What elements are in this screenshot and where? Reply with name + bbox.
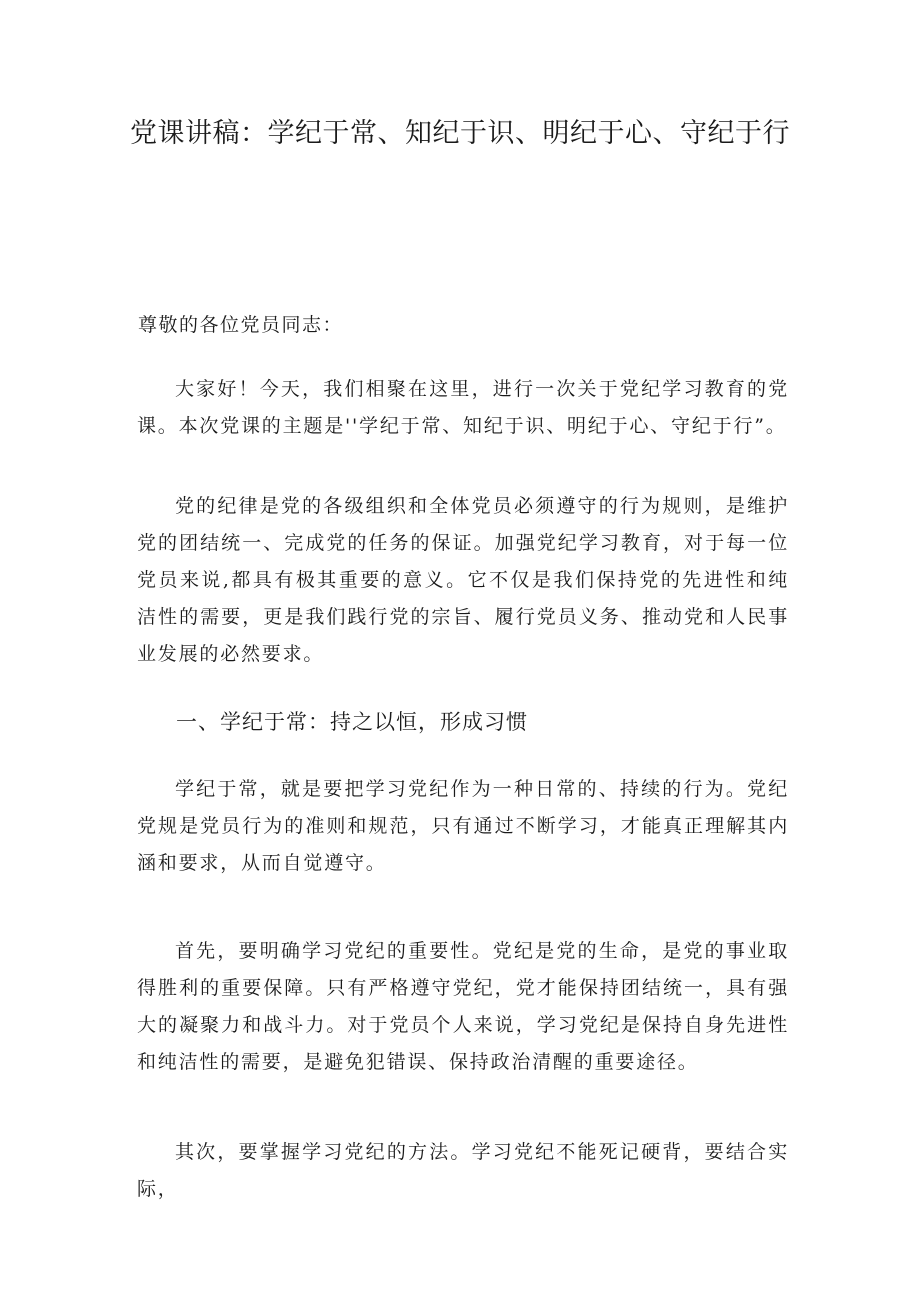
section-paragraph-1: 学纪于常，就是要把学习党纪作为一种日常的、持续的行为。党纪党规是党员行为的准则和规范，只有通过不断学习，才能真正理解其内涵和要求，从而自觉遵守。 xyxy=(137,778,789,874)
section-heading: 一、学纪于常：持之以恒，形成习惯 xyxy=(176,710,528,734)
section-paragraph-2: 首先，要明确学习党纪的重要性。党纪是党的生命，是党的事业取得胜利的重要保障。只有严格遵守党纪，党才能保持团结统一，具有强大的凝聚力和战斗力。对于党员个人来说，学习党纪是保持自身先进性和纯洁性的需要，是避免犯错误、保持政治清醒的重要途径。 xyxy=(137,940,789,1073)
salutation: 尊敬的各位党员同志： xyxy=(138,314,344,336)
intro-paragraph-2: 党的纪律是党的各级组织和全体党员必须遵守的行为规则，是维护党的团结统一、完成党的任务的保证。加强党纪学习教育，对于每一位党员来说,都具有极其重要的意义。它不仅是我们保持党的先进性和纯洁性的需要，更是我们践行党的宗旨、履行党员义务、推动党和人民事业发展的必然要求。 xyxy=(137,495,789,665)
document-title: 党课讲稿：学纪于常、知纪于识、明纪于心、守纪于行 xyxy=(130,118,790,149)
intro-paragraph-1: 大家好！今天，我们相聚在这里，进行一次关于党纪学习教育的党课。本次党课的主题是''学纪于常、知纪于识、明纪于心、守纪于行”。 xyxy=(137,378,789,437)
section-paragraph-3: 其次，要掌握学习党纪的方法。学习党纪不能死记硬背，要结合实际， xyxy=(137,1141,789,1200)
